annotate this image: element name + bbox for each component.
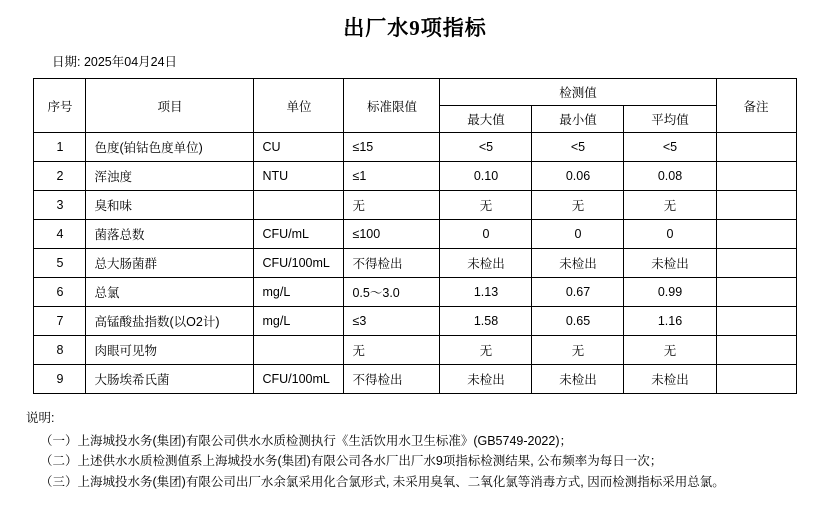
- cell-min: <5: [532, 133, 624, 162]
- header-item: 项目: [86, 79, 254, 133]
- cell-max: 无: [440, 336, 532, 365]
- cell-standard: 无: [344, 336, 440, 365]
- cell-min: 无: [532, 191, 624, 220]
- table-row: [34, 133, 796, 162]
- cell-unit: [254, 336, 344, 365]
- notes-section: [26, 408, 830, 493]
- cell-avg: 0.99: [624, 278, 716, 307]
- cell-index: 8: [34, 336, 86, 365]
- cell-remark: [716, 191, 796, 220]
- header-avg: 平均值: [624, 106, 716, 133]
- cell-min: 0.67: [532, 278, 624, 307]
- cell-max: 1.13: [440, 278, 532, 307]
- cell-standard: 不得检出: [344, 365, 440, 394]
- cell-max: 未检出: [440, 365, 532, 394]
- cell-max: 无: [440, 191, 532, 220]
- note-line-1: （一）上海城投水务(集团)有限公司供水水质检测执行《生活饮用水卫生标准》(GB5749-2022)；: [40, 433, 572, 448]
- header-index: 序号: [34, 79, 86, 133]
- cell-unit: mg/L: [254, 278, 344, 307]
- cell-index: 2: [34, 162, 86, 191]
- cell-min: 0.06: [532, 162, 624, 191]
- cell-max: 0.10: [440, 162, 532, 191]
- cell-standard: 0.5～3.0: [344, 278, 440, 307]
- cell-item: 色度(铂钴色度单位): [86, 133, 254, 162]
- table-body: [34, 133, 796, 394]
- cell-index: 5: [34, 249, 86, 278]
- report-page: [0, 12, 830, 508]
- cell-unit: NTU: [254, 162, 344, 191]
- cell-item: 肉眼可见物: [86, 336, 254, 365]
- cell-standard: ≤3: [344, 307, 440, 336]
- cell-max: 1.58: [440, 307, 532, 336]
- note-line-3: （三）上海城投水务(集团)有限公司出厂水余氯采用化合氯形式, 未采用臭氧、二氧化氯等消毒方式, 因而检测指标采用总氯。: [40, 474, 725, 489]
- cell-unit: [254, 191, 344, 220]
- cell-item: 大肠埃希氏菌: [86, 365, 254, 394]
- cell-item: 浑浊度: [86, 162, 254, 191]
- cell-max: 未检出: [440, 249, 532, 278]
- cell-min: 0.65: [532, 307, 624, 336]
- cell-item: 高锰酸盐指数(以O2计): [86, 307, 254, 336]
- cell-standard: ≤15: [344, 133, 440, 162]
- table-row: [34, 307, 796, 336]
- cell-remark: [716, 336, 796, 365]
- cell-remark: [716, 307, 796, 336]
- cell-index: 1: [34, 133, 86, 162]
- cell-avg: 无: [624, 336, 716, 365]
- header-max: 最大值: [440, 106, 532, 133]
- cell-avg: 无: [624, 191, 716, 220]
- table-header: [34, 79, 796, 133]
- header-standard: 标准限值: [344, 79, 440, 133]
- header-min: 最小值: [532, 106, 624, 133]
- cell-avg: 未检出: [624, 365, 716, 394]
- cell-standard: ≤1: [344, 162, 440, 191]
- cell-index: 3: [34, 191, 86, 220]
- table-row: [34, 220, 796, 249]
- cell-remark: [716, 133, 796, 162]
- cell-avg: <5: [624, 133, 716, 162]
- cell-item: 菌落总数: [86, 220, 254, 249]
- cell-standard: ≤100: [344, 220, 440, 249]
- cell-remark: [716, 249, 796, 278]
- report-date: 日期: 2025年04月24日: [52, 55, 178, 69]
- header-measured-group: 检测值: [440, 79, 716, 106]
- cell-unit: CFU/100mL: [254, 249, 344, 278]
- cell-remark: [716, 365, 796, 394]
- cell-unit: CFU/100mL: [254, 365, 344, 394]
- table-row: [34, 278, 796, 307]
- cell-min: 0: [532, 220, 624, 249]
- cell-avg: 1.16: [624, 307, 716, 336]
- note-line-2: （二）上述供水水质检测值系上海城投水务(集团)有限公司各水厂出厂水9项指标检测结果, 公布频率为每日一次；: [40, 454, 663, 469]
- cell-standard: 不得检出: [344, 249, 440, 278]
- table-row: [34, 191, 796, 220]
- cell-index: 7: [34, 307, 86, 336]
- cell-max: <5: [440, 133, 532, 162]
- cell-index: 4: [34, 220, 86, 249]
- cell-max: 0: [440, 220, 532, 249]
- water-quality-table: [33, 78, 796, 394]
- cell-avg: 0.08: [624, 162, 716, 191]
- cell-index: 9: [34, 365, 86, 394]
- cell-standard: 无: [344, 191, 440, 220]
- table-row: [34, 365, 796, 394]
- table-row: [34, 336, 796, 365]
- table-row: [34, 162, 796, 191]
- cell-unit: CFU/mL: [254, 220, 344, 249]
- cell-item: 臭和味: [86, 191, 254, 220]
- cell-remark: [716, 162, 796, 191]
- cell-min: 未检出: [532, 365, 624, 394]
- cell-avg: 0: [624, 220, 716, 249]
- cell-remark: [716, 278, 796, 307]
- cell-index: 6: [34, 278, 86, 307]
- header-remark: 备注: [716, 79, 796, 133]
- cell-min: 未检出: [532, 249, 624, 278]
- cell-min: 无: [532, 336, 624, 365]
- notes-heading: 说明:: [26, 411, 55, 425]
- table-row: [34, 249, 796, 278]
- page-title: 出厂水9项指标: [343, 16, 487, 40]
- table-header-row-1: [34, 79, 796, 106]
- cell-unit: CU: [254, 133, 344, 162]
- cell-remark: [716, 220, 796, 249]
- cell-item: 总大肠菌群: [86, 249, 254, 278]
- cell-unit: mg/L: [254, 307, 344, 336]
- cell-item: 总氯: [86, 278, 254, 307]
- cell-avg: 未检出: [624, 249, 716, 278]
- header-unit: 单位: [254, 79, 344, 133]
